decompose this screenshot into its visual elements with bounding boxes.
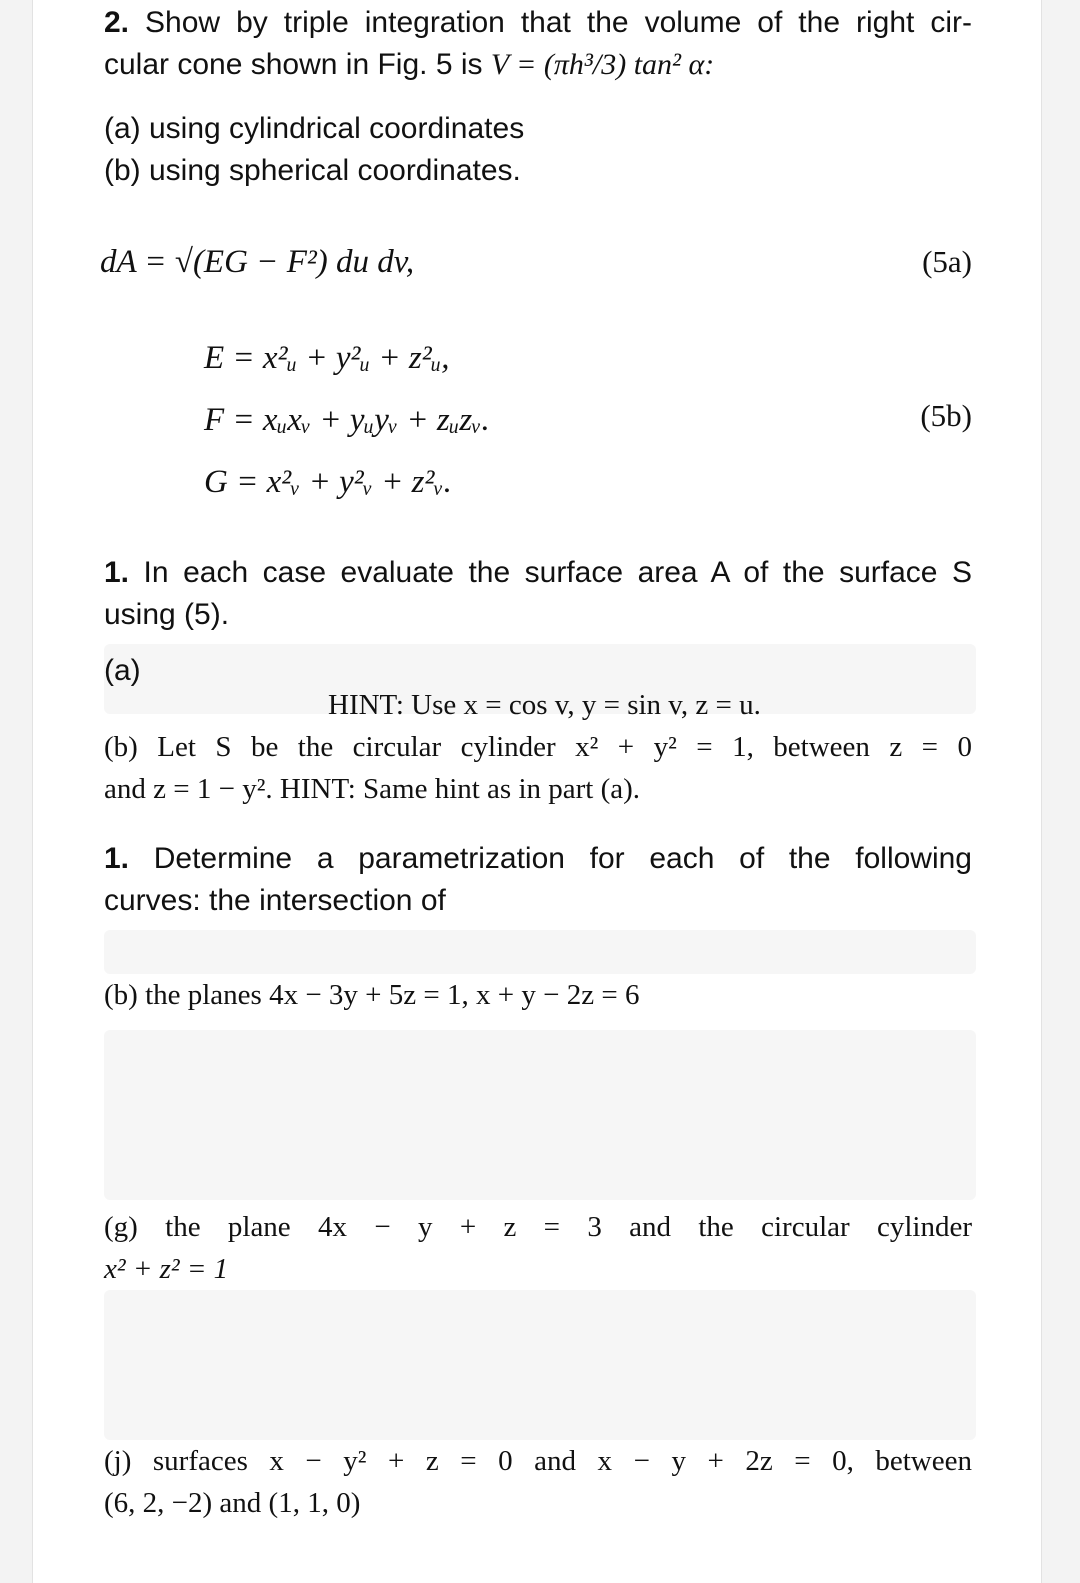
problem-1-surface-area	[104, 552, 972, 636]
problem-2-part-b: (b) using spherical coordinates.	[104, 154, 521, 187]
problem-1a-line1: 1. In each case evaluate the surface area A of the surface S	[104, 556, 972, 589]
problem-1b-part-j	[104, 1440, 972, 1524]
problem-1a-part-b-line2: and z = 1 − y². HINT: Same hint as in part (a).	[104, 773, 641, 805]
redacted-region	[104, 1290, 976, 1440]
problem-2-line2: cular cone shown in Fig. 5 is V = (πh³/3) tan² α:	[104, 48, 715, 81]
problem-1-parametrization	[104, 838, 972, 922]
problem-1a-hint: HINT: Use x = cos v, y = sin v, z = u.	[328, 689, 761, 721]
problem-1b-line1: 1. Determine a parametrization for each of the following	[104, 842, 972, 875]
equation-5b-label: (5b)	[920, 398, 972, 433]
problem-2	[104, 2, 972, 86]
problem-1b-part-j-line2: (6, 2, −2) and (1, 1, 0)	[104, 1487, 361, 1519]
problem-1a-line2: using (5).	[104, 598, 230, 631]
equation-5b-e: E = x²ᵤ + y²ᵤ + z²ᵤ,	[204, 340, 450, 376]
redacted-region	[104, 930, 976, 974]
problem-2-parts	[104, 108, 972, 192]
problem-1a-part-a: (a)	[104, 654, 141, 687]
problem-1a-part-b	[104, 726, 972, 810]
problem-1b-part-g-line2: x² + z² = 1	[104, 1253, 229, 1285]
problem-1a-part-b-line1: (b) Let S be the circular cylinder x² + y² = 1, between z = 0	[104, 731, 972, 763]
redacted-region	[104, 1030, 976, 1200]
equation-5a-label: (5a)	[922, 244, 972, 279]
problem-1b-part-j-line1: (j) surfaces x − y² + z = 0 and x − y + 2z = 0, between	[104, 1445, 972, 1477]
problem-1b-part-g	[104, 1206, 972, 1290]
equation-5b-g: G = x²ᵥ + y²ᵥ + z²ᵥ.	[204, 464, 452, 500]
problem-1b-line2: curves: the intersection of	[104, 884, 446, 917]
equation-5b-f: F = xᵤxᵥ + yᵤyᵥ + zᵤzᵥ.	[204, 402, 490, 438]
equation-5a: dA = √(EG − F²) du dv,	[100, 244, 415, 280]
problem-2-line1: 2. Show by triple integration that the volume of the right cir-	[104, 6, 972, 39]
problem-1b-part-g-line1: (g) the plane 4x − y + z = 3 and the circular cylinder	[104, 1211, 972, 1243]
problem-1b-part-b: (b) the planes 4x − 3y + 5z = 1, x + y − 2z = 6	[104, 979, 640, 1011]
problem-2-part-a: (a) using cylindrical coordinates	[104, 112, 525, 145]
